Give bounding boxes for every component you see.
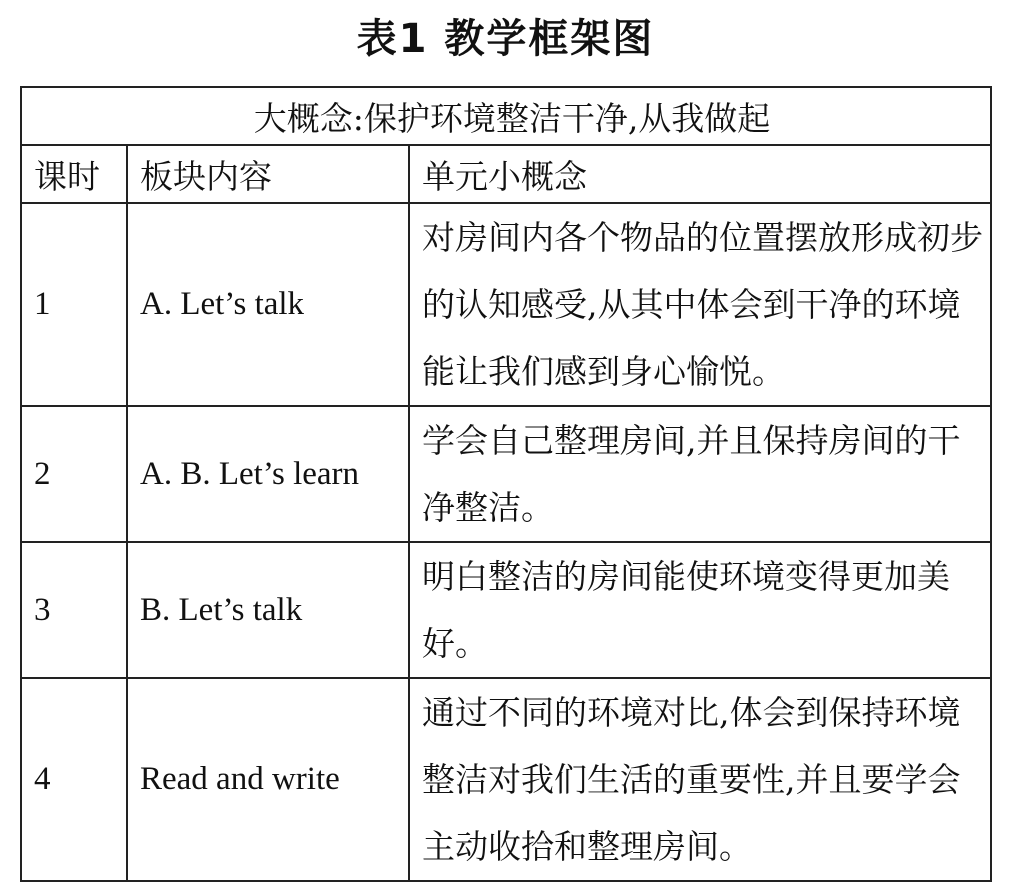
big-concept-cell: 大概念:保护环境整洁干净,从我做起 [21, 87, 991, 145]
header-row [21, 145, 991, 203]
header-unit-concept: 单元小概念 [409, 145, 991, 203]
table-title: 表1 教学框架图 [356, 16, 655, 62]
concept-cell: 通过不同的环境对比,体会到保持环境整洁对我们生活的重要性,并且要学会主动收拾和整理房间。 [409, 678, 991, 881]
concept-cell: 明白整洁的房间能使环境变得更加美好。 [409, 542, 991, 678]
section-cell: A. B. Let’s learn [127, 406, 409, 542]
header-section: 板块内容 [127, 145, 409, 203]
concept-cell: 学会自己整理房间,并且保持房间的干净整洁。 [409, 406, 991, 542]
section-cell: A. Let’s talk [127, 203, 409, 406]
section-cell: B. Let’s talk [127, 542, 409, 678]
lesson-number-cell: 4 [21, 678, 127, 881]
concept-cell: 对房间内各个物品的位置摆放形成初步的认知感受,从其中体会到干净的环境能让我们感到身心愉悦。 [409, 203, 991, 406]
section-cell: Read and write [127, 678, 409, 881]
table-row [21, 678, 991, 881]
big-concept-row [21, 87, 991, 145]
table-row [21, 542, 991, 678]
teaching-framework-table [20, 86, 992, 882]
lesson-number-cell: 2 [21, 406, 127, 542]
table-row [21, 203, 991, 406]
lesson-number-cell: 1 [21, 203, 127, 406]
lesson-number-cell: 3 [21, 542, 127, 678]
header-lesson: 课时 [21, 145, 127, 203]
table-row [21, 406, 991, 542]
